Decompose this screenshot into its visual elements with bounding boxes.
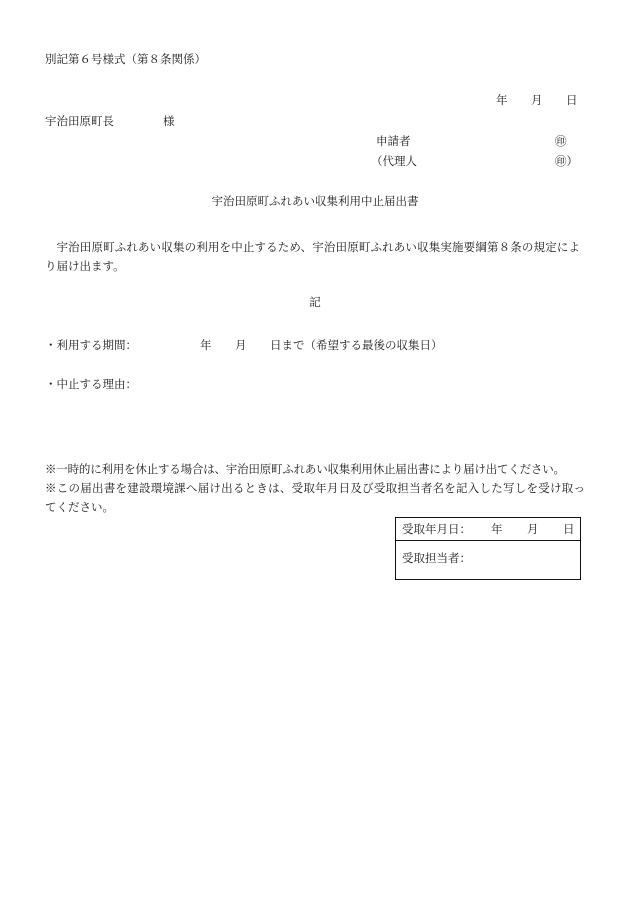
ki-heading: 記 xyxy=(309,295,321,309)
document-title: 宇治田原町ふれあい収集利用中止届出書 xyxy=(211,194,419,208)
note-copy: ※この届出書を建設環境課へ届け出るときは、受取年月日及び受取担当者名を記入した写しを受け取ってください。 xyxy=(45,481,585,514)
date-year-label: 年 xyxy=(496,93,508,107)
applicant-label: 申請者 xyxy=(376,134,411,148)
receipt-date-label: 受取年月日： xyxy=(402,522,471,536)
receipt-month-label: 月 xyxy=(527,522,539,536)
period-year-label: 年 xyxy=(200,338,212,352)
body-paragraph: 宇治田原町ふれあい収集の利用を中止するため、宇治田原町ふれあい収集実施要綱第８条の規定により届け出ます。 xyxy=(45,240,580,273)
reason-label: ・中止する理由： xyxy=(45,377,137,391)
addressee: 宇治田原町長 xyxy=(45,114,114,128)
receipt-year-label: 年 xyxy=(491,522,503,536)
agent-seal-mark: ㊞） xyxy=(555,154,578,168)
period-month-label: 月 xyxy=(235,338,247,352)
receipt-day-label: 日 xyxy=(563,522,575,536)
period-day-suffix: 日まで（希望する最後の収集日） xyxy=(270,338,443,352)
date-day-label: 日 xyxy=(566,93,578,107)
date-month-label: 月 xyxy=(531,93,543,107)
form-id: 別記第６号様式（第８条関係） xyxy=(45,52,206,66)
receipt-date-row xyxy=(396,518,580,541)
honorific: 様 xyxy=(163,114,175,128)
period-label: ・利用する期間： xyxy=(45,338,137,352)
agent-label: （代理人 xyxy=(371,154,417,168)
receipt-box xyxy=(395,517,581,580)
receipt-staff-label: 受取担当者： xyxy=(402,551,471,565)
seal-mark: ㊞ xyxy=(555,134,567,148)
note-suspension: ※一時的に利用を休止する場合は、宇治田原町ふれあい収集利用休止届出書により届け出てください。 xyxy=(45,462,565,476)
